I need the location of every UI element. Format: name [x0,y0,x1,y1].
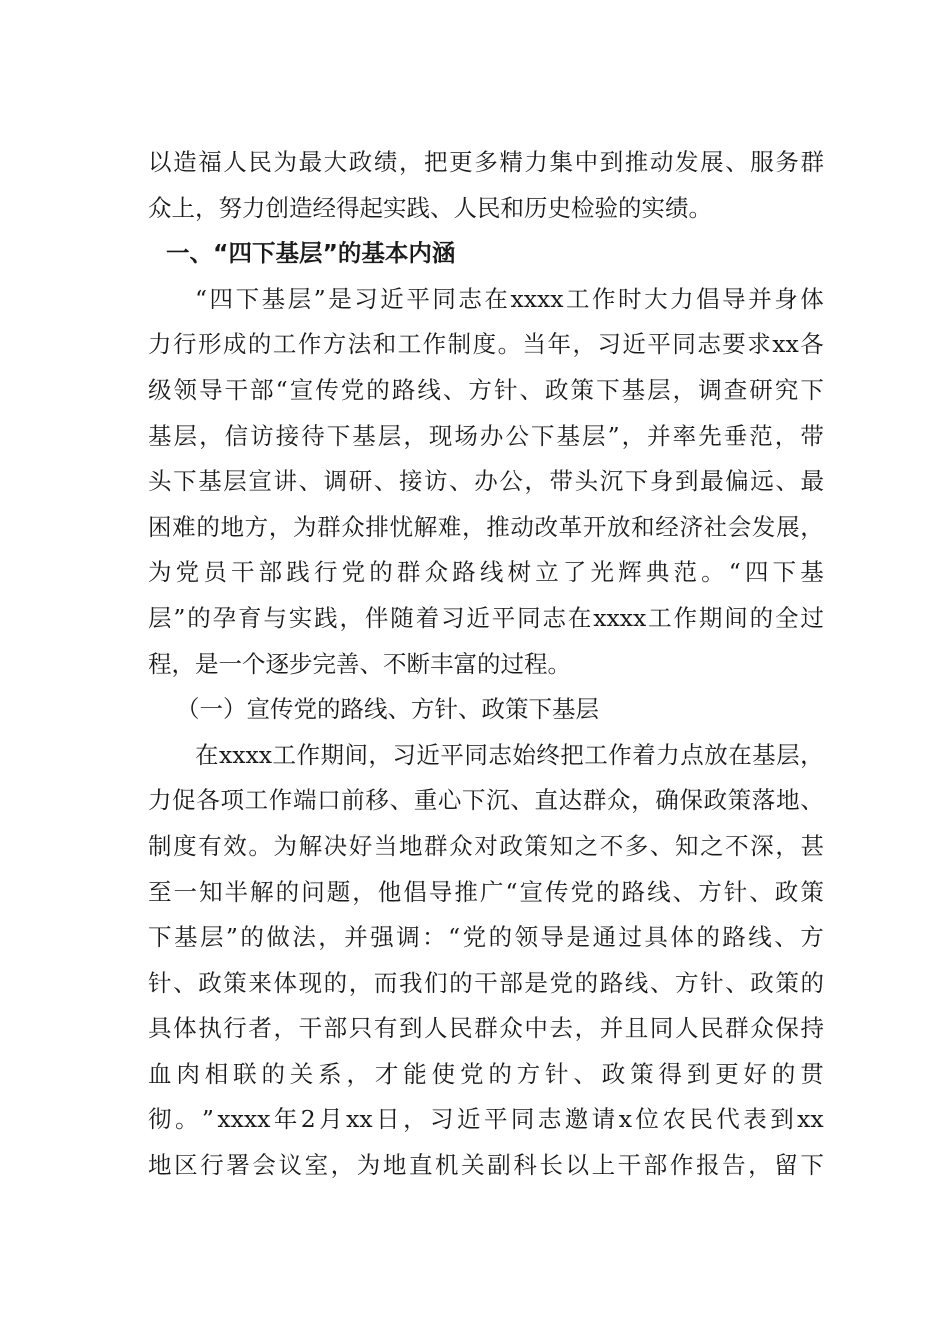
body-line: 下 基 层 ” 的 做 法 ， 并 强 调 ： “ 党 的 领 导 是 通 过 具 体 的 路 线 、 方 [148,923,824,952]
body-line: “ 四 下 基 层 ” 是 习 近 平 同 志 在 xxxx 工 作 时 大 力 倡 导 并 身 体 [195,284,824,313]
body-line: 力 促 各 项 工 作 端 口 前 移 、 重 心 下 沉 、 直 达 群 众 ， 确 保 政 策 落 地 、 [148,786,824,815]
body-line: 在 xxxx 工 作 期 间 ， 习 近 平 同 志 始 终 把 工 作 着 力 点 放 在 基 层 ， [195,740,824,769]
subsection-heading: （一）宣传党的路线、方针、政策下基层 [176,695,599,724]
body-line: 困 难 的 地 方 ， 为 群 众 排 忧 解 难 ， 推 动 改 革 开 放 和 经 济 社 会 发 展 ， [148,512,824,541]
body-line: 众上，努力创造经得起实践、人民和历史检验的实绩。 [148,193,712,222]
body-line: 具 体 执 行 者 ， 干 部 只 有 到 人 民 群 众 中 去 ， 并 且 同 人 民 群 众 保 持 [148,1014,824,1043]
body-line: 彻 。 ” xxxx 年 2 月 xx 日 ， 习 近 平 同 志 邀 请 x 位 农 民 代 表 到 xx [148,1105,824,1134]
body-line: 地 区 行 署 会 议 室 ， 为 地 直 机 关 副 科 长 以 上 干 部 作 报 告 ， 留 下 [148,1151,824,1180]
body-line: 至 一 知 半 解 的 问 题 ， 他 倡 导 推 广 “ 宣 传 党 的 路 线 、 方 针 、 政 策 [148,877,824,906]
body-line: 级 领 导 干 部 “ 宣 传 党 的 路 线 、 方 针 、 政 策 下 基 层 ， 调 查 研 究 下 [148,375,824,404]
body-line: 针 、 政 策 来 体 现 的 ， 而 我 们 的 干 部 是 党 的 路 线 、 方 针 、 政 策 的 [148,968,824,997]
body-line: 头 下 基 层 宣 讲 、 调 研 、 接 访 、 办 公 ， 带 头 沉 下 身 到 最 偏 远 、 最 [148,467,824,496]
body-line: 为 党 员 干 部 践 行 党 的 群 众 路 线 树 立 了 光 辉 典 范 。 “ 四 下 基 [148,558,824,587]
body-line: 层 ” 的 孕 育 与 实 践 ， 伴 随 着 习 近 平 同 志 在 xxxx 工 作 期 间 的 全 过 [148,603,824,632]
body-line: 程，是一个逐步完善、不断丰富的过程。 [148,649,571,678]
section-heading: 一、“四下基层”的基本内涵 [166,239,456,268]
document-page [148,140,824,1189]
body-line: 血 肉 相 联 的 关 系 ， 才 能 使 党 的 方 针 、 政 策 得 到 更 好 的 贯 [148,1059,824,1088]
body-line: 力 行 形 成 的 工 作 方 法 和 工 作 制 度 。 当 年 ， 习 近 平 同 志 要 求 xx 各 [148,330,824,359]
body-line: 制 度 有 效 。 为 解 决 好 当 地 群 众 对 政 策 知 之 不 多 、 知 之 不 深 ， 甚 [148,831,824,860]
body-line: 基 层 ， 信 访 接 待 下 基 层 ， 现 场 办 公 下 基 层 ” ， 并 率 先 垂 范 ， 带 [148,421,824,450]
body-line: 以 造 福 人 民 为 最 大 政 绩 ， 把 更 多 精 力 集 中 到 推 动 发 展 、 服 务 群 [148,148,824,176]
